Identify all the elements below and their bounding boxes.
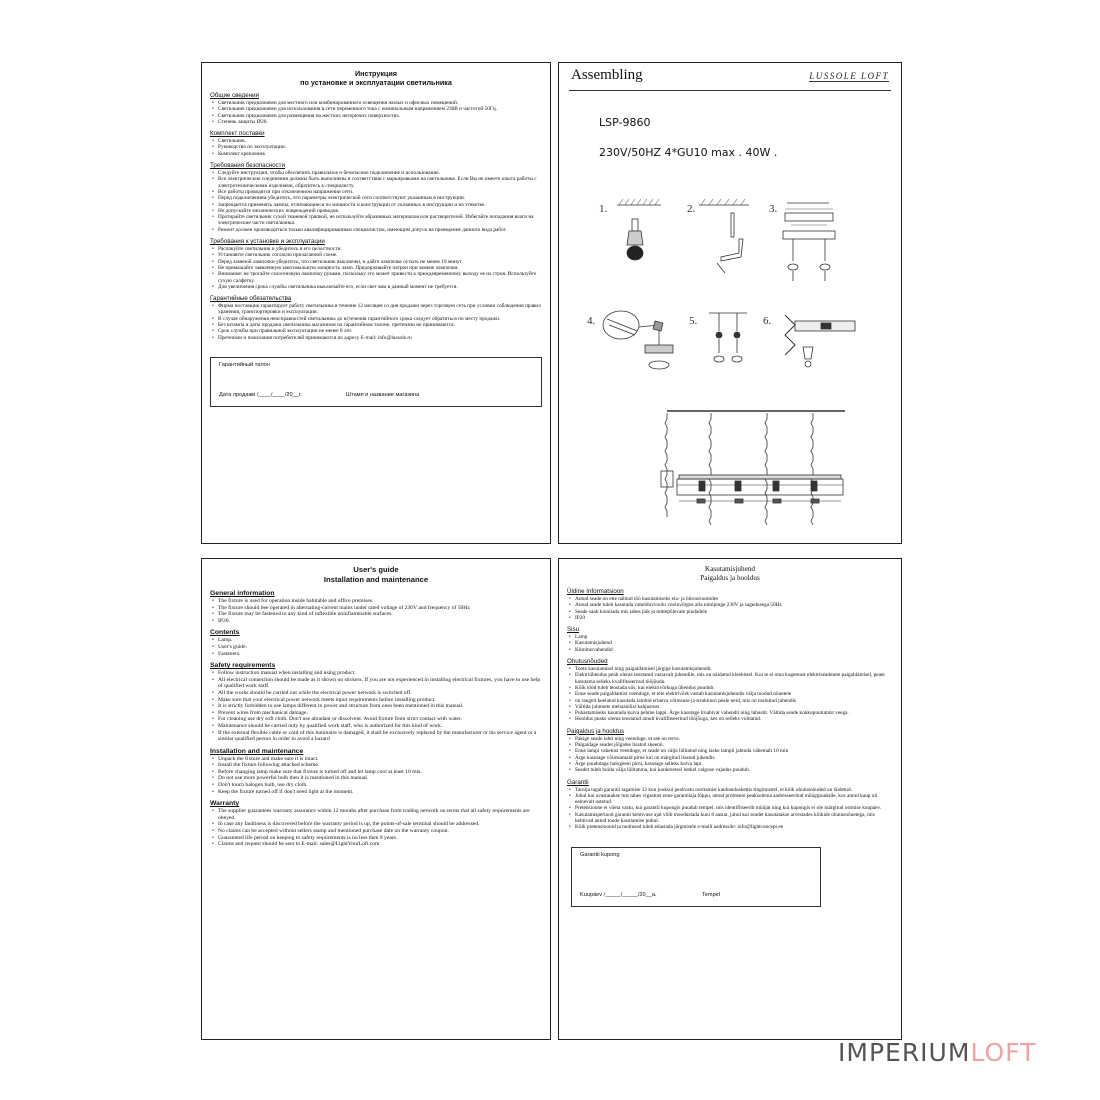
assembling-sheet xyxy=(558,62,902,544)
model-number: LSP-9860 xyxy=(599,116,651,129)
assembly-diagram xyxy=(559,63,902,544)
list-item: • Не допускайте механических повреждений проводов. xyxy=(210,208,542,214)
section-heading: Гарантийные обязательства xyxy=(210,295,292,303)
list-item: • The supplier guarantees warranty assurance within 12 months after purchase from trading network on terms that all safety requirements are obeyed. xyxy=(210,808,542,821)
section-heading: Installation and maintenance xyxy=(210,747,304,755)
section-list xyxy=(210,756,542,796)
section-heading: Paigaldus ja hooldus xyxy=(567,727,625,735)
section-heading: Общие сведения xyxy=(210,92,259,99)
section-heading: Требования к установке и эксплуатации xyxy=(210,238,325,246)
ru-section xyxy=(210,92,542,125)
list-item: • Antud seade on ette nähtud töö kasutamiseks ela- ja bürooruumides xyxy=(567,596,893,602)
list-item: • Pretensioone ei võeta vastu, kui garantii kupongis puudub tempel, mis identifitseerib müüjat ning kui kupongis ei ole märgitud ostmise kuupäev. xyxy=(567,805,893,811)
section-list xyxy=(210,670,542,743)
list-item: • Keep the fixture turned off if don't need light at the moment. xyxy=(210,789,542,796)
list-item: • No claims can be accepted without sellers stamp and mentioned purchase date on the warranty coupon. xyxy=(210,828,542,835)
list-item: • Внимание: не трогайте галогеновую лампочку руками, поскольку это может привести к преждевременному выходу ее из строя. Используйте сухую салфетку. xyxy=(210,271,542,284)
list-item: • Kõik pretensioonid ja taotlused tuleb edastada järgmisele e-maili aadressile: info@lightconcept.ee xyxy=(567,824,893,830)
list-item: • Tarnija tagab garantii tagamise 12 kuu jooksul pealrostu ooritamist kaubanduskettis tingimustel, et kõik ohutusnõuded on täidetud. xyxy=(567,787,893,793)
list-item: • Antud seade tuleb kasutada vahelduvvoolu vooluvõrgus alla nimipinge 230V ja sagedusega 50Hz xyxy=(567,602,893,608)
step-label: 1. xyxy=(599,203,608,215)
list-item: • The fixture is used for operation inside habitable and office premises. xyxy=(210,598,542,605)
list-item: • Перед заменой лампочки убедитесь, что светильник выключен, и дайте лампочке остыть не менее 10 минут. xyxy=(210,259,542,265)
list-item: • Руководство по эксплуатации. xyxy=(210,144,542,150)
step-1-drill-icon xyxy=(617,199,661,260)
list-item: • Toote kasutamisel ning paigaldamisel järgige kasutamisjuhendit. xyxy=(567,666,893,672)
list-item: • Kõik tööd tuleb teostada siis, kui elektrivõrkuga ühendus puudub. xyxy=(567,685,893,691)
section-heading: Safety requirements xyxy=(210,662,276,670)
et-title: Kasutamisjuhend Paigaldus ja hooldus xyxy=(700,565,760,582)
section-list xyxy=(567,596,893,621)
list-item: • Kasutamisperiood garantii kehtivuse ajal võib moodustada kuni 8 aastat, juhul kui seadet kasutatakse arvestades kõikide ohutusnõuetega, mis kehtivad antud toode kasutamise puhul. xyxy=(567,812,893,825)
list-item: • Guaranteed life period on keeping to safety requirements is no less then 8 years. xyxy=(210,835,542,842)
section-list xyxy=(210,637,542,657)
section-list xyxy=(210,138,542,157)
et-stamp-label: Tempel xyxy=(702,891,721,898)
list-item: • Kasutamisjuhend xyxy=(567,640,893,646)
ru-stamp-label: Штамп и название магазина xyxy=(346,391,420,398)
list-item: • Срок службы при правильной эксплуатации не менее 8 лет. xyxy=(210,328,542,334)
ru-section xyxy=(210,295,542,341)
ru-warranty-title: Гарантийный талон xyxy=(219,361,270,368)
section-heading: Üldine Informatsioon xyxy=(567,588,624,595)
et-warranty-title: Garantii kupong xyxy=(580,851,620,858)
step-3-canopy-icon xyxy=(783,203,835,281)
list-item: • Before changing lamp make sure that fixture is turned off and let lamp cool at least 10 mis. xyxy=(210,769,542,776)
step-2-bracket-icon xyxy=(699,199,749,273)
section-heading: Warranty xyxy=(210,800,240,808)
et-warranty-coupon xyxy=(571,847,821,907)
list-item: • Без штампа и даты продажи светильника магазином на гарантийном талоне, претензии не принимаются. xyxy=(210,322,542,328)
list-item: • Светильник предназначен для местного или комбинированного освещения жилых и офисных помещений. xyxy=(210,100,542,106)
estonian-instruction-sheet xyxy=(558,558,902,1040)
et-section xyxy=(567,588,893,621)
section-list xyxy=(567,736,893,774)
list-item: • Следуйте инструкции, чтобы обеспечить правильное и безопасное подключение и использование. xyxy=(210,170,542,176)
list-item: • Elektriühendus peab olema teostatud vastavalt juhendile, mis on näidatud kleebistel. Kui te ei oma kogemust elektriseadmete paigaldamisel, peate kasutama selleks kvalifitseeritud tööjõudu. xyxy=(567,672,893,685)
list-item: • Puhastamiseks kasutada kuiva pehme lappi. Ärge kasutage lrnabivat vahendit ning lahustit. Vältida seade kokkupuutumist veega . xyxy=(567,710,893,716)
list-item: • IP20. xyxy=(210,618,542,625)
assembling-header: Assembling xyxy=(571,67,643,83)
step-4-wiring-icon xyxy=(603,311,673,369)
list-item: • Перед подключением убедитесь, что параметры электрической сети соответствуют указанным в инструкции. xyxy=(210,195,542,201)
list-item: • Претензии и пожелания потребителей принимаются по адресу E-mail: info@lussole.ru xyxy=(210,335,542,341)
list-item: • Seade saab kinnitada mis tahes jäik ja mittepõlevate pindadele xyxy=(567,609,893,615)
list-item: • Prevent wires from mechanical damage. xyxy=(210,710,542,717)
ru-section xyxy=(210,238,542,290)
section-list xyxy=(567,666,893,723)
et-section xyxy=(567,658,893,723)
section-heading: General information xyxy=(210,590,275,597)
et-section xyxy=(567,779,893,831)
step-label: 6. xyxy=(763,315,772,327)
list-item: • Claims and request should be sent to E-mail: sales@LightYourLoft.com xyxy=(210,841,542,848)
list-item: • Установите светильник согласно прилагаемой схеме. xyxy=(210,252,542,258)
section-list xyxy=(567,634,893,653)
list-item: • Vältida juhtmete mehaanilist kahjustust. xyxy=(567,704,893,710)
section-list xyxy=(210,598,542,624)
et-date-line: Kuupäev /_____/_____/20__a. xyxy=(580,891,657,898)
list-item: • The fixture should bee operated in alternating-current mains under rated voltage of 230V and frequency of 50Hz xyxy=(210,605,542,612)
list-item: • In case any faultiness is discovered before the warranty period is up, the points-of-sale terminal should be addressed. xyxy=(210,821,542,828)
list-item: • Светильник предназначен для размещения на жестких негорючих поверхностях. xyxy=(210,113,542,119)
list-item: • Enne lampi vahetust veenduge, et seade on välja lülitatud ning laske lampil jahtuda vähemalt 10 min xyxy=(567,748,893,754)
list-item: • Все работы проводятся при отключенном напряжении сети. xyxy=(210,189,542,195)
list-item: • All electrical connection should be made as it shown on stickers. If you are not experienced in installing electrical fixtures, you have to use help of qualified work staff. xyxy=(210,677,542,690)
list-item: • Do not use more powerful bulb then it is mentioned in this manual. xyxy=(210,775,542,782)
list-item: • Juhul kui avastatakse mis tahes vigastust enne garantiiaja lõppu, antud probleem peaksolema aadresseeritud müügipunktile, kus antud kaup oli eelnevalt ostetud. xyxy=(567,793,893,806)
section-list xyxy=(567,787,893,831)
list-item: • Follow instruction manual when installing and using product. xyxy=(210,670,542,677)
section-heading: Комплект поставки xyxy=(210,130,265,138)
electrical-spec: 230V/50HZ 4*GU10 max . 40W . xyxy=(599,146,778,159)
list-item: • Install the fixture following attached scheme. xyxy=(210,762,542,769)
en-section xyxy=(210,629,542,657)
et-section xyxy=(567,626,893,653)
list-item: • Распакуйте светильник и убедитесь в его целостности. xyxy=(210,246,542,252)
list-item: • Paigaldage seadet jõlgides lisatud skeemi. xyxy=(567,742,893,748)
list-item: • Светильник предназначен для использования в сети переменного тока с номинальным напряжением 230В и частотой 50Гц. xyxy=(210,106,542,112)
step-6-bulb-icon xyxy=(785,315,855,367)
list-item: • Don't touch halogen bulb, use dry cloth. xyxy=(210,782,542,789)
section-list xyxy=(210,303,542,341)
list-item: • Ärge puudutage halogeeni pirni, kasutage selleks kuiva lapi. xyxy=(567,761,893,767)
list-item: • The fixture may be fastened to any kind of inflexible uninflammable surfaces. xyxy=(210,611,542,618)
ru-section xyxy=(210,162,542,233)
step-label: 5. xyxy=(689,315,698,327)
list-item: • IP20 xyxy=(567,615,893,621)
list-item: • Lamp. xyxy=(210,637,542,644)
ru-sale-date-line: Дата продажи /____/____/20__г. xyxy=(219,391,302,398)
list-item: • В случае обнаружения неисправностей светильника до истечения гарантийного срока следует обратиться по месту продажи. xyxy=(210,316,542,322)
list-item: • Не превышайте заявленную максимальную мощность ламп. Придерживайте патрон при замене лампочки. xyxy=(210,265,542,271)
pendant-fixture-drawing xyxy=(661,411,845,525)
list-item: • on rangelt keelatud kasutada lambid erineva võimsuse ja struktuuri peale neid, mis on mainitud juhendis xyxy=(567,698,893,704)
step-label: 4. xyxy=(587,315,596,327)
list-item: • It is strictly forbidden to use lamps different in power and structure from ones been mentioned in this manual. xyxy=(210,703,542,710)
list-item: • Для увеличения срока службы светильника выключайте его, если свет вам в данный момент не требуется. xyxy=(210,284,542,290)
list-item: • Протирайте светильник сухой тканевой тряпкой, не используйте абразивных материалов или растворителей. Избегайте попадания влаги на электрические части светильника. xyxy=(210,214,542,227)
list-item: • Ärge kasutage võimsamaid pirne kui on märgitud lisatud juhendis xyxy=(567,755,893,761)
et-section xyxy=(567,728,893,774)
list-item: • If the external flexible cable or cord of this luminaire is damaged, it shall be exclusively replaced by the manufacturer or his service agent or a similar qualified person in order to avoid a hazard xyxy=(210,730,542,743)
ru-section xyxy=(210,130,542,157)
list-item: • Комплект крепления. xyxy=(210,151,542,157)
list-item: • Ремонт должен производиться только квалифицированным специалистом, имеющим допуск на проведение данного вида работ. xyxy=(210,227,542,233)
imperiumloft-watermark: IMPERIUMLOFT xyxy=(838,1038,1037,1067)
list-item: • Kinnitusvahendid xyxy=(567,647,893,653)
en-section xyxy=(210,662,542,743)
list-item: • Fasteners. xyxy=(210,651,542,658)
en-section xyxy=(210,800,542,848)
list-item: • User's guide. xyxy=(210,644,542,651)
list-item: • For cleaning use dry soft cloth. Don't use abradant or dissolvent. Avoid fixture from strict contact with water. xyxy=(210,716,542,723)
list-item: • Все электрические соединения должны быть выполнены в соответствии с маркировками на светильнике. Если Вы не имеете опыта работы с электротехническими изделиями, обратитесь к специалисту. xyxy=(210,176,542,189)
section-heading: Garantii xyxy=(567,778,589,786)
list-item: • Enne seade paigaldamist veenduge, et teie elektrivõrk vastab kasutamisjuhendis välja toodud nõuetele xyxy=(567,691,893,697)
step-label: 2. xyxy=(687,203,696,215)
list-item: • Фирма поставщик гарантирует работу светильника в течение 12 месяцев со дня продажи через торговую сеть при условии соблюдения правил хранения, транспортировки и эксплуатации. xyxy=(210,303,542,316)
brand-logo: LUSSOLE LOFT xyxy=(809,71,889,81)
section-list xyxy=(210,808,542,848)
list-item: • Запрещается применять лампы, отличающиеся по мощности и конструкции от указанных в инструкции и на этикетке. xyxy=(210,202,542,208)
ru-title: Инструкция по установке и эксплуатации светильника xyxy=(300,69,452,87)
list-item: • All the works should be carried out while the electrical power network is switched off. xyxy=(210,690,542,697)
section-heading: Sisu xyxy=(567,626,580,634)
section-list xyxy=(210,246,542,290)
list-item: • Maintenance should be carried only by qualified work staff, who is authorized for this kind of work. xyxy=(210,723,542,730)
english-users-guide-sheet xyxy=(201,558,551,1040)
section-heading: Contents xyxy=(210,629,240,637)
en-section xyxy=(210,590,542,624)
ru-warranty-coupon xyxy=(210,357,542,407)
list-item: • Seadet tuleb hoida välja lülitatuna, kui konkreetsel hetkel valguse vajadus puudub. xyxy=(567,767,893,773)
list-item: • Lamp xyxy=(567,634,893,640)
section-heading: Требования безопасности xyxy=(210,162,285,170)
list-item: • Светильник. xyxy=(210,138,542,144)
russian-instruction-sheet xyxy=(201,62,551,544)
section-heading: Ohutusnõuded xyxy=(567,658,608,666)
list-item: • Make sure that your electrical power network meets input requirements before installing product. xyxy=(210,697,542,704)
en-title: User's guide Installation and maintenance xyxy=(323,565,429,584)
section-list xyxy=(210,100,542,125)
step-label: 3. xyxy=(769,203,778,215)
section-list xyxy=(210,170,542,233)
step-5-suspension-icon xyxy=(709,313,747,362)
list-item: • Pakige seade lahti ning veenduge, et see on terve. xyxy=(567,736,893,742)
list-item: • Hooldus peaks olema teostatud ainult kvalifitseeritud tööjõuga, kes on selleks volitatud. xyxy=(567,716,893,722)
en-section xyxy=(210,748,542,796)
list-item: • Степень защиты IP20. xyxy=(210,119,542,125)
list-item: • Unpack the fixture and make sure it is intact. xyxy=(210,756,542,763)
